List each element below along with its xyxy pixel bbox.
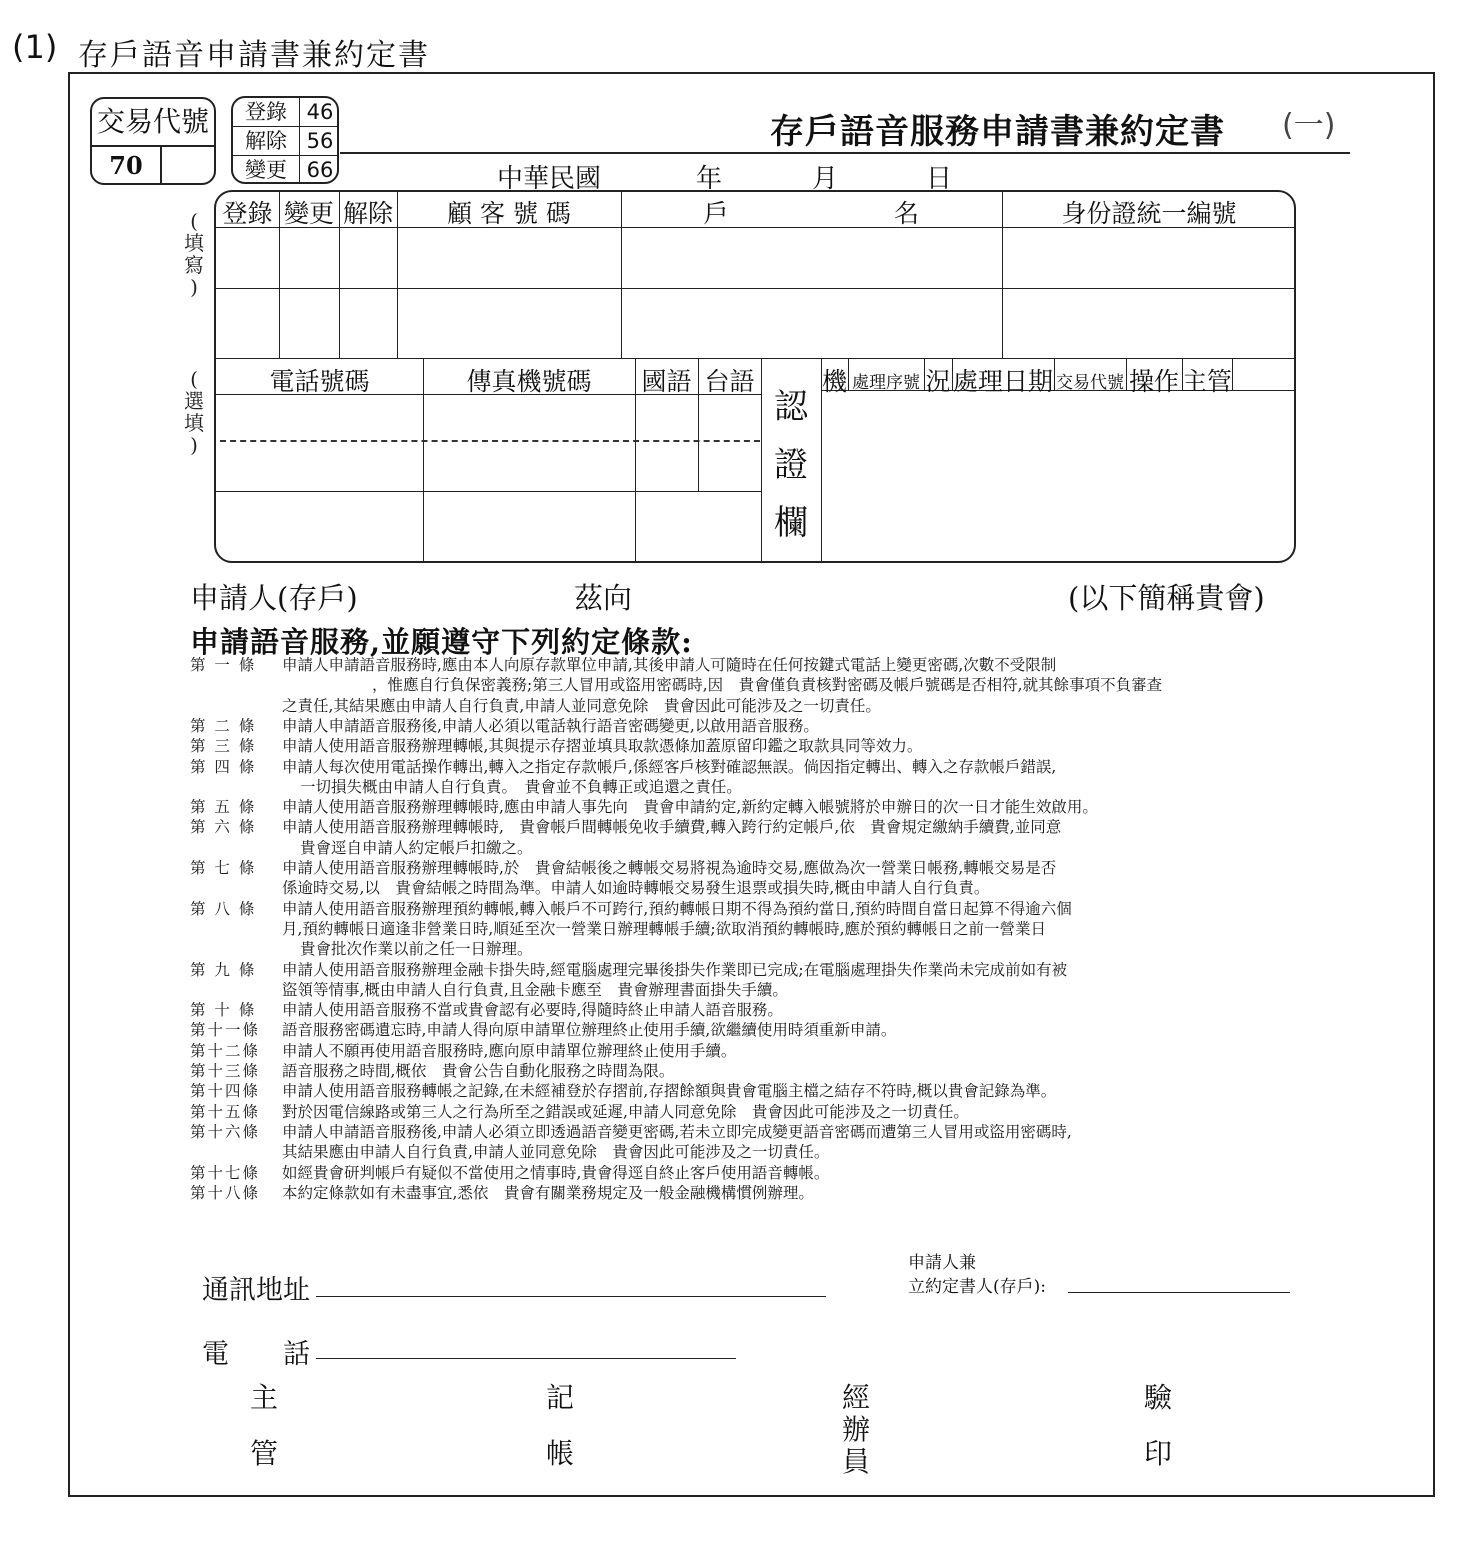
checkbox-taiwanese[interactable] — [698, 396, 761, 490]
clause-number: 第十七條 — [190, 1163, 261, 1182]
applicant-abbrev: (以下簡稱貴會) — [1068, 581, 1265, 615]
stamp-label-char: 辦 — [842, 1413, 871, 1446]
clause-number: 第 四 條 — [190, 757, 257, 776]
clause-text: 申請人使用語音服務辦理轉帳時, 貴會帳戶間轉帳免收手續費,轉入跨行約定帳戶,依 貴會規定繳納手續費,並同意 — [282, 818, 1062, 837]
side-label-required: ( 填 寫 ) — [184, 209, 204, 299]
input-account-name-2[interactable] — [621, 289, 1002, 358]
applicant-agreement-heading: 申請語音服務,並願遵守下列約定條款: — [190, 625, 693, 659]
clause-text: 語音服務之時間,概依 貴會公告自動化服務之時間為限。 — [282, 1062, 675, 1080]
header-cancel: 解除 — [342, 199, 393, 228]
applicant-to: 茲向 — [574, 581, 633, 615]
address-label: 通訊地址 — [202, 1275, 310, 1306]
stamp-label-char: 驗 — [1144, 1381, 1173, 1414]
stamp-label-char: 主 — [250, 1381, 279, 1414]
header-id-number: 身份證統一編號 — [1061, 199, 1237, 228]
clause-number: 第 六 條 — [190, 818, 257, 837]
address-input[interactable] — [316, 1266, 826, 1297]
clause-number: 第 二 條 — [190, 716, 257, 735]
clause-text: 月,預約轉帳日適逢非營業日時,順延至次一營業日辦理轉帳手續;欲取消預約轉帳時,應於預約轉帳日之前一營業日 — [282, 919, 1047, 938]
auth-header-operator: 操作 — [1128, 367, 1179, 396]
clause-text: 申請人使用語音服務辦理金融卡掛失時,經電腦處理完畢後掛失作業即已完成;在電腦處理掛失作業尚未完成前如有被 — [282, 960, 1068, 979]
stamp-label-char: 印 — [1144, 1437, 1173, 1470]
header-change: 變更 — [283, 199, 334, 228]
option-change[interactable] — [233, 156, 337, 184]
clause-text: 貴會逕自申請人約定帳戶扣繳之。 — [300, 838, 533, 857]
transaction-options-box — [231, 96, 339, 184]
header-phone: 電話號碼 — [269, 367, 370, 396]
option-register[interactable] — [233, 98, 337, 127]
auth-header-seq: 處理序號 — [852, 373, 920, 393]
signer-input[interactable] — [1068, 1268, 1290, 1293]
clause-text: 一切損失概由申請人自行負責。 貴會並不負轉正或追還之責任。 — [300, 777, 742, 796]
clause-text: 申請人申請語音服務時,應由本人向原存款單位申請,其後申請人可隨時在任何按鍵式電話上變更密碼,次數不受限制 — [282, 656, 1057, 674]
signer-label-2: 立約定書人(存戶): — [908, 1277, 1046, 1297]
clause-number: 第十四條 — [190, 1082, 261, 1101]
clause-number: 第十三條 — [190, 1062, 261, 1080]
option-cancel-code: 56 — [306, 129, 334, 153]
input-customer-number-1[interactable] — [397, 228, 621, 288]
clause-text: 之責任,其結果應由申請人自行負責,申請人並同意免除 貴會因此可能涉及之一切責任。 — [282, 696, 881, 715]
auth-header-machine: 機 — [821, 367, 847, 396]
option-change-label: 變更 — [233, 156, 300, 184]
header-fax: 傳真機號碼 — [466, 367, 592, 396]
stamp-label-char: 員 — [842, 1445, 871, 1478]
stamp-label-char: 帳 — [546, 1437, 575, 1470]
date-month-label: 月 — [812, 164, 839, 194]
input-customer-number-2[interactable] — [397, 289, 621, 358]
date-era: 中華民國 — [497, 164, 602, 194]
date-year-label: 年 — [696, 164, 723, 194]
header-mandarin: 國語 — [641, 367, 692, 396]
clause-text: 盜領等情事,概由申請人自行負責,且金融卡應至 貴會辦理書面掛失手續。 — [282, 980, 788, 999]
header-taiwanese: 台語 — [704, 367, 755, 396]
clause-text: 如經貴會研判帳戶有疑似不當使用之情事時,貴會得逕自終止客戶使用語音轉帳。 — [282, 1163, 830, 1182]
top-title: 存戶語音申請書兼約定書 — [78, 38, 430, 73]
clause-text: 申請人使用語音服務辦理轉帳時,於 貴會結帳後之轉帳交易將視為逾時交易,應做為次一營業日帳務,轉帳交易是否 — [282, 859, 1057, 877]
option-register-label: 登錄 — [233, 98, 300, 126]
applicant-label: 申請人(存戶) — [190, 581, 358, 615]
input-register-1[interactable] — [216, 228, 279, 288]
clause-text: 申請人使用語音服務不當或貴會認有必要時,得隨時終止申請人語音服務。 — [282, 1001, 783, 1020]
auth-column-label: 認 證 欄 — [774, 387, 808, 543]
clause-text: 申請人使用語音服務轉帳之記錄,在未經補登於存摺前,存摺餘額與貴會電腦主檔之結存不符時,概以貴會記錄為準。 — [282, 1082, 1057, 1101]
clause-text: 申請人每次使用電話操作轉出,轉入之指定存款帳戶,係經客戶核對確認無誤。倘因指定轉出、轉入之存款帳戶錯誤, — [282, 757, 1057, 776]
header-account-name-a: 戶 — [703, 199, 729, 228]
input-phone[interactable] — [216, 396, 423, 490]
clause-number: 第 十 條 — [190, 1001, 257, 1020]
clause-number: 第十六條 — [190, 1122, 261, 1141]
clause-text: 申請人使用語音服務辦理預約轉帳,轉入帳戶不可跨行,預約轉帳日期不得為預約當日,預約時間自當日起算不得逾六個 — [282, 899, 1072, 918]
form-number-note: (1) — [12, 28, 58, 66]
clause-text: ，惟應自行負保密義務;第三人冒用或盜用密碼時,因 貴會僅負責核對密碼及帳戶號碼是否相符,就其餘事項不負審查 — [372, 676, 1163, 695]
application-grid — [214, 190, 1296, 563]
clause-number: 第 三 條 — [190, 737, 257, 756]
header-register: 登錄 — [222, 199, 273, 228]
form-title-suffix: (一) — [1282, 108, 1336, 143]
input-account-name-1[interactable] — [621, 228, 1002, 288]
side-label-optional: ( 選 填 ) — [184, 367, 204, 457]
auth-header-supervisor: 主管 — [1182, 367, 1233, 396]
clause-number: 第 五 條 — [190, 798, 257, 817]
clause-number: 第 八 條 — [190, 899, 257, 918]
clause-number: 第 九 條 — [190, 960, 257, 979]
stamp-label-char: 管 — [250, 1437, 279, 1470]
phone-input[interactable] — [316, 1328, 736, 1359]
clause-text: 語音服務密碼遺忘時,申請人得向原申請單位辦理終止使用手續,欲繼續使用時須重新申請。 — [282, 1021, 897, 1040]
clause-text: 申請人使用語音服務辦理轉帳時,應由申請人事先向 貴會申請約定,新約定轉入帳號將於申辦日的次一日才能生效啟用。 — [282, 798, 1098, 817]
form-title: 存戶語音服務申請書兼約定書 — [770, 112, 1225, 152]
input-fax[interactable] — [423, 396, 635, 490]
title-underline — [340, 152, 1350, 154]
clause-text: 申請人不願再使用語音服務時,應向原申請單位辦理終止使用手續。 — [282, 1041, 737, 1060]
clause-number: 第 一 條 — [190, 656, 257, 674]
header-account-name-b: 名 — [893, 199, 919, 228]
date-day-label: 日 — [926, 164, 953, 194]
stamp-label-char: 記 — [546, 1381, 575, 1414]
option-change-code: 66 — [306, 158, 334, 182]
clause-number: 第十八條 — [190, 1183, 261, 1202]
input-id-number-1[interactable] — [1002, 228, 1296, 288]
clause-text: 對於因電信線路或第三人之行為所至之錯誤或延遲,申請人同意免除 貴會因此可能涉及之一切責任。 — [282, 1102, 969, 1121]
signer-label-1: 申請人兼 — [908, 1253, 976, 1273]
clause-text: 申請人使用語音服務辦理轉帳,其與提示存摺並填具取款憑條加蓋原留印鑑之取款具同等效力。 — [282, 737, 923, 756]
clause-number: 第十二條 — [190, 1041, 261, 1060]
auth-header-status: 況 — [925, 367, 951, 396]
transaction-code-box — [90, 97, 216, 185]
clause-number: 第 七 條 — [190, 859, 257, 877]
clause-number: 第十一條 — [190, 1021, 261, 1040]
option-cancel-label: 解除 — [233, 127, 300, 155]
phone-label: 電 話 — [202, 1339, 310, 1370]
clause-text: 係逾時交易,以 貴會結帳之時間為準。申請人如逾時轉帳交易發生退票或損失時,概由申請人自行負責。 — [282, 879, 990, 898]
clause-number: 第十五條 — [190, 1102, 261, 1121]
clause-text: 本約定條款如有未盡事宜,悉依 貴會有關業務規定及一般金融機構慣例辦理。 — [282, 1183, 814, 1202]
checkbox-mandarin[interactable] — [635, 396, 698, 490]
clause-text: 申請人申請語音服務後,申請人必須以電話執行語音密碼變更,以啟用語音服務。 — [282, 716, 819, 735]
input-id-number-2[interactable] — [1002, 289, 1296, 358]
auth-header-txcode: 交易代號 — [1056, 373, 1124, 393]
clause-text: 貴會批次作業以前之任一日辦理。 — [300, 940, 533, 959]
transaction-code-value: 70 — [92, 147, 162, 185]
auth-header-date: 處理日期 — [952, 367, 1053, 396]
option-register-code: 46 — [306, 100, 334, 124]
transaction-code-label: 交易代號 — [92, 99, 214, 147]
clause-text: 申請人申請語音服務後,申請人必須立即透過語音變更密碼,若未立即完成變更語音密碼而遭第三人冒用或盜用密碼時, — [282, 1122, 1072, 1141]
option-cancel[interactable] — [233, 127, 337, 156]
header-customer-number: 顧 客 號 碼 — [447, 199, 571, 228]
clause-text: 其結果應由申請人自行負責,申請人並同意免除 貴會因此可能涉及之一切責任。 — [282, 1143, 830, 1162]
stamp-label-char: 經 — [842, 1381, 871, 1414]
